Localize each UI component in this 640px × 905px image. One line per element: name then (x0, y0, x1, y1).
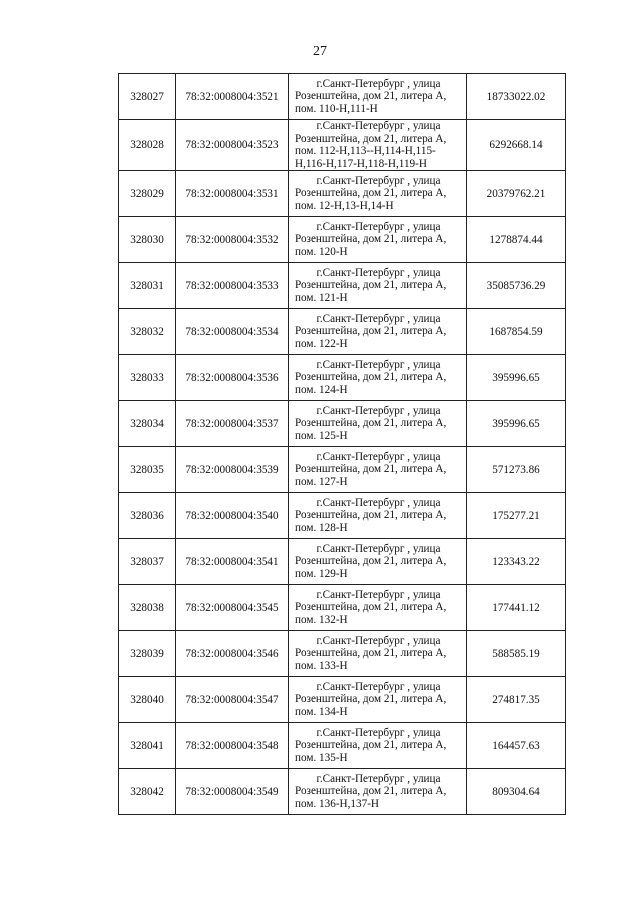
address-line: г.Санкт-Петербург , улица (316, 680, 441, 693)
cadastral-number: 78:32:0008004:3545 (176, 585, 289, 631)
address-line: Розенштейна, дом 21, литера А, (295, 325, 447, 338)
address-line: Розенштейна, дом 21, литера А, (295, 417, 447, 430)
table-body (119, 74, 566, 815)
address-cell (289, 355, 467, 401)
cadastral-number: 78:32:0008004:3533 (176, 263, 289, 309)
record-number: 328042 (119, 769, 176, 815)
address-line: г.Санкт-Петербург , улица (316, 174, 441, 187)
address-cell (289, 120, 467, 171)
cadastral-value: 177441.12 (467, 585, 566, 631)
record-number: 328037 (119, 539, 176, 585)
record-number: 328030 (119, 217, 176, 263)
address-cell (289, 263, 467, 309)
address-cell (289, 447, 467, 493)
cadastral-value: 6292668.14 (467, 120, 566, 171)
cadastral-number: 78:32:0008004:3523 (176, 120, 289, 171)
address-line: пом. 125-Н (295, 429, 348, 442)
table-row (119, 171, 566, 217)
cadastral-number: 78:32:0008004:3531 (176, 171, 289, 217)
address-line: пом. 127-Н (295, 475, 348, 488)
address-line: г.Санкт-Петербург , улица (316, 496, 441, 509)
address-cell (289, 74, 467, 120)
cadastral-number: 78:32:0008004:3534 (176, 309, 289, 355)
cadastral-value: 20379762.21 (467, 171, 566, 217)
cadastral-value: 18733022.02 (467, 74, 566, 120)
address-line: Розенштейна, дом 21, литера А, (295, 463, 447, 476)
address-line: Розенштейна, дом 21, литера А, (295, 187, 447, 200)
property-table (118, 73, 566, 815)
address-line: Розенштейна, дом 21, литера А, (295, 739, 447, 752)
record-number: 328027 (119, 74, 176, 120)
cadastral-value: 395996.65 (467, 355, 566, 401)
cadastral-value: 175277.21 (467, 493, 566, 539)
record-number: 328036 (119, 493, 176, 539)
record-number: 328035 (119, 447, 176, 493)
address-line: пом. 122-Н (295, 337, 348, 350)
table-row (119, 677, 566, 723)
cadastral-value: 588585.19 (467, 631, 566, 677)
table-row (119, 631, 566, 677)
address-line: г.Санкт-Петербург , улица (316, 312, 441, 325)
address-line: г.Санкт-Петербург , улица (316, 726, 441, 739)
cadastral-number: 78:32:0008004:3548 (176, 723, 289, 769)
record-number: 328040 (119, 677, 176, 723)
address-line: пом. 110-Н,111-Н (295, 102, 378, 115)
address-line: г.Санкт-Петербург , улица (316, 450, 441, 463)
address-line: Розенштейна, дом 21, литера А, (295, 371, 447, 384)
address-line: г.Санкт-Петербург , улица (316, 358, 441, 371)
address-cell (289, 723, 467, 769)
record-number: 328029 (119, 171, 176, 217)
address-line: Розенштейна, дом 21, литера А, (295, 647, 447, 660)
cadastral-value: 1278874.44 (467, 217, 566, 263)
address-line: пом. 121-Н (295, 291, 348, 304)
table-row (119, 401, 566, 447)
cadastral-value: 571273.86 (467, 447, 566, 493)
cadastral-value: 395996.65 (467, 401, 566, 447)
record-number: 328038 (119, 585, 176, 631)
cadastral-value: 35085736.29 (467, 263, 566, 309)
address-line: пом. 135-Н (295, 751, 348, 764)
table-row (119, 309, 566, 355)
record-number: 328041 (119, 723, 176, 769)
cadastral-number: 78:32:0008004:3537 (176, 401, 289, 447)
address-line: пом. 133-Н (295, 659, 348, 672)
cadastral-number: 78:32:0008004:3546 (176, 631, 289, 677)
cadastral-number: 78:32:0008004:3532 (176, 217, 289, 263)
record-number: 328033 (119, 355, 176, 401)
address-line: пом. 132-Н (295, 613, 348, 626)
address-line: г.Санкт-Петербург , улица (316, 220, 441, 233)
cadastral-number: 78:32:0008004:3539 (176, 447, 289, 493)
table-row (119, 355, 566, 401)
cadastral-number: 78:32:0008004:3540 (176, 493, 289, 539)
cadastral-value: 164457.63 (467, 723, 566, 769)
address-line: Розенштейна, дом 21, литера А, (295, 509, 447, 522)
address-line: Розенштейна, дом 21, литера А, (295, 601, 447, 614)
address-cell (289, 585, 467, 631)
table-row (119, 217, 566, 263)
cadastral-number: 78:32:0008004:3536 (176, 355, 289, 401)
address-cell (289, 309, 467, 355)
address-line: Розенштейна, дом 21, литера А, (295, 90, 447, 103)
table-row (119, 723, 566, 769)
table-row (119, 120, 566, 171)
cadastral-number: 78:32:0008004:3541 (176, 539, 289, 585)
address-cell (289, 217, 467, 263)
table-row (119, 585, 566, 631)
address-line: г.Санкт-Петербург , улица (316, 404, 441, 417)
address-line: Розенштейна, дом 21, литера А, (295, 555, 447, 568)
address-cell (289, 171, 467, 217)
address-line: Розенштейна, дом 21, литера А, (295, 693, 447, 706)
address-line: пом. 134-Н (295, 705, 348, 718)
address-line: пом. 136-Н,137-Н (295, 797, 380, 810)
address-line: Розенштейна, дом 21, литера А, (295, 279, 447, 292)
cadastral-value: 274817.35 (467, 677, 566, 723)
record-number: 328028 (119, 120, 176, 171)
address-cell (289, 769, 467, 815)
address-line: г.Санкт-Петербург , улица (316, 77, 441, 90)
address-line: г.Санкт-Петербург , улица (316, 772, 441, 785)
cadastral-number: 78:32:0008004:3549 (176, 769, 289, 815)
address-line: пом. 129-Н (295, 567, 348, 580)
record-number: 328031 (119, 263, 176, 309)
address-cell (289, 401, 467, 447)
address-line: г.Санкт-Петербург , улица (316, 634, 441, 647)
table-row (119, 263, 566, 309)
address-line: пом. 120-Н (295, 245, 348, 258)
record-number: 328032 (119, 309, 176, 355)
address-line: пом. 128-Н (295, 521, 348, 534)
address-line: Розенштейна, дом 21, литера А, (295, 132, 447, 145)
address-cell (289, 493, 467, 539)
table-row (119, 447, 566, 493)
table-row (119, 539, 566, 585)
record-number: 328034 (119, 401, 176, 447)
cadastral-number: 78:32:0008004:3547 (176, 677, 289, 723)
record-number: 328039 (119, 631, 176, 677)
address-line: пом. 12-Н,13-Н,14-Н (295, 199, 394, 212)
cadastral-value: 123343.22 (467, 539, 566, 585)
table-row (119, 769, 566, 815)
table-row (119, 74, 566, 120)
address-line: Розенштейна, дом 21, литера А, (295, 233, 447, 246)
address-cell (289, 677, 467, 723)
page-number: 27 (313, 44, 327, 59)
address-line: Розенштейна, дом 21, литера А, (295, 785, 447, 798)
address-line: г.Санкт-Петербург , улица (316, 266, 441, 279)
address-line: г.Санкт-Петербург , улица (316, 542, 441, 555)
address-cell (289, 631, 467, 677)
address-cell (289, 539, 467, 585)
address-line: Н,116-Н,117-Н,118-Н,119-Н (295, 157, 427, 170)
table-row (119, 493, 566, 539)
address-line: г.Санкт-Петербург , улица (316, 588, 441, 601)
address-line: пом. 112-Н,113--Н,114-Н,115- (295, 145, 436, 157)
address-line: пом. 124-Н (295, 383, 348, 396)
cadastral-value: 1687854.59 (467, 309, 566, 355)
cadastral-number: 78:32:0008004:3521 (176, 74, 289, 120)
address-line: г.Санкт-Петербург , улица (316, 120, 441, 132)
cadastral-value: 809304.64 (467, 769, 566, 815)
